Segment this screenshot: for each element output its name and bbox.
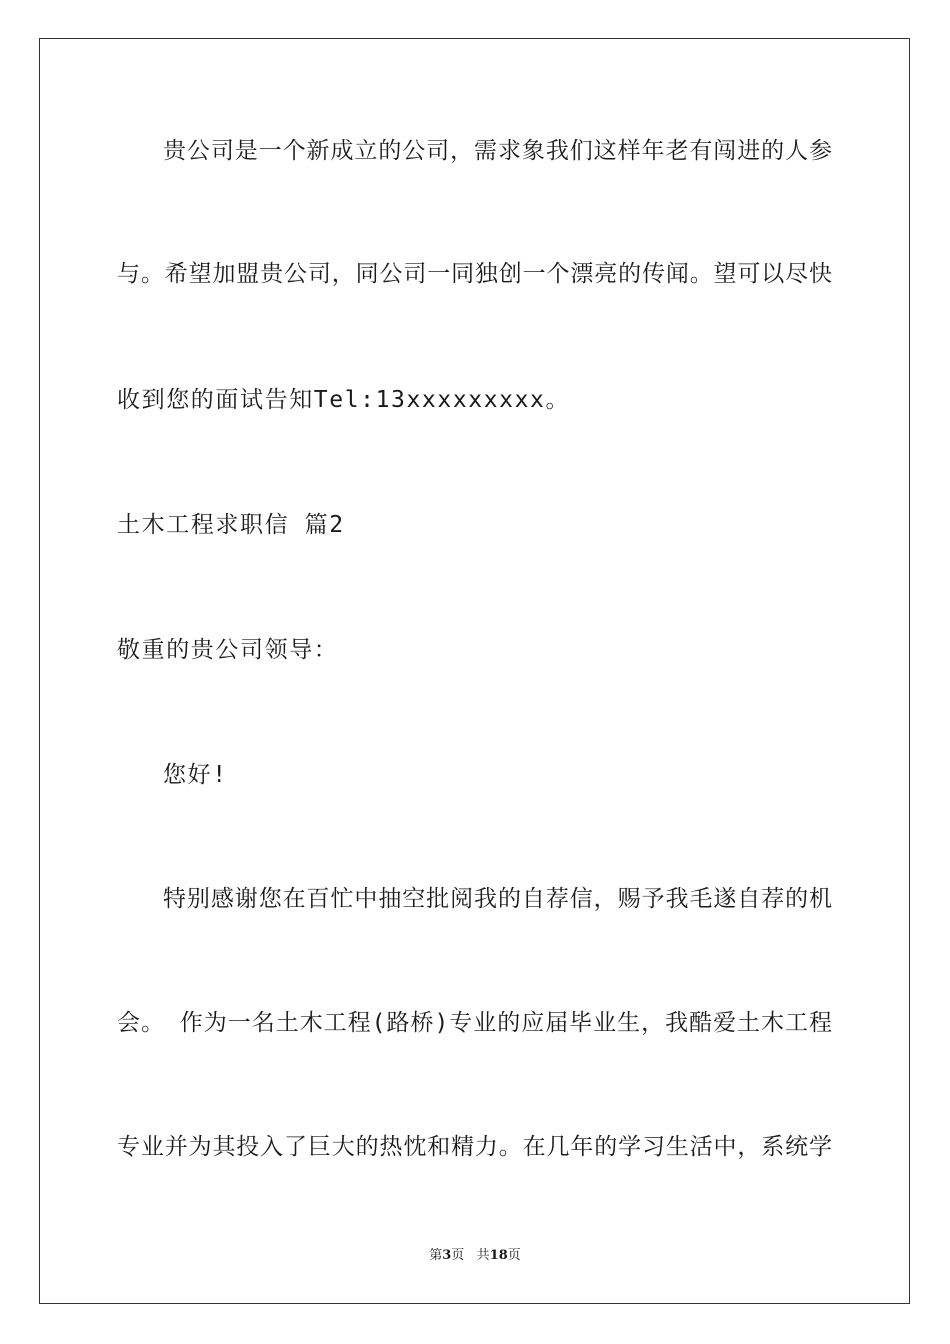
footer-total-pages: 18 xyxy=(489,1248,508,1263)
footer-total-suffix: 页 xyxy=(507,1248,521,1263)
footer-page-suffix: 页 xyxy=(451,1248,465,1263)
paragraph-line: 会。 作为一名土木工程(路桥)专业的应届毕业生，我酷爱土木工程 xyxy=(117,1010,832,1036)
paragraph-line: 收到您的面试告知Tel:13xxxxxxxxx。 xyxy=(117,387,571,413)
greeting: 您好! xyxy=(163,762,228,788)
paragraph-line: 与。希望加盟贵公司，同公司一同独创一个漂亮的传闻。望可以尽快 xyxy=(117,261,832,287)
page-footer xyxy=(0,1247,950,1265)
paragraph-line: 特别感谢您在百忙中抽空批阅我的自荐信，赐予我毛遂自荐的机 xyxy=(163,886,832,912)
page-border xyxy=(39,38,910,1304)
footer-page-number: 3 xyxy=(442,1248,452,1263)
salutation: 敬重的贵公司领导： xyxy=(117,637,339,663)
paragraph-line: 贵公司是一个新成立的公司，需求象我们这样年老有闯进的人参 xyxy=(163,138,832,164)
footer-total-prefix: 共 xyxy=(476,1248,490,1263)
paragraph-line: 专业并为其投入了巨大的热忱和精力。在几年的学习生活中，系统学 xyxy=(117,1134,832,1160)
section-heading: 土木工程求职信 篇2 xyxy=(117,512,345,538)
footer-page-prefix: 第 xyxy=(429,1248,443,1263)
